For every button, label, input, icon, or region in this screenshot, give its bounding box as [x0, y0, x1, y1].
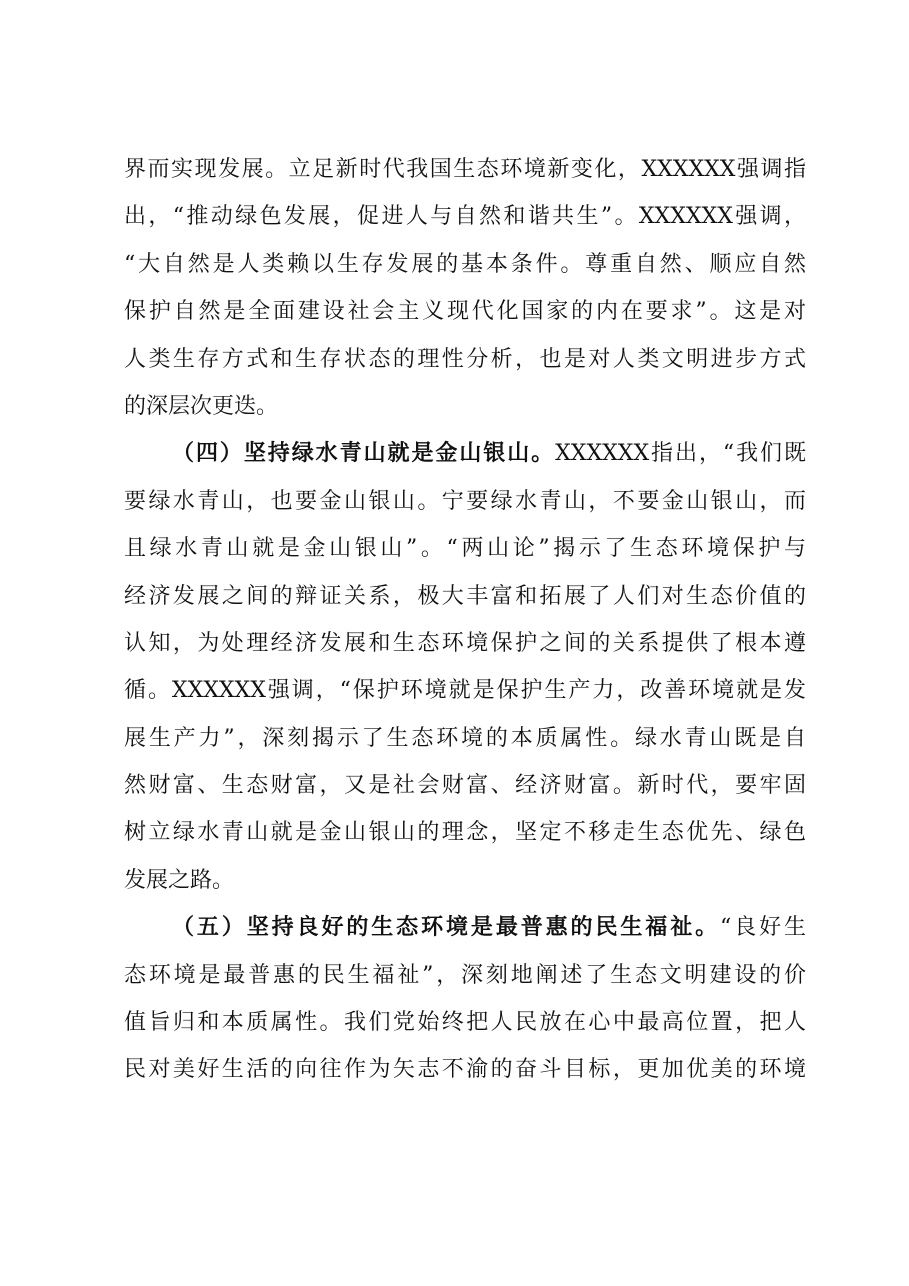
text-line: 民对美好生活的向往作为矢志不渝的奋斗目标，更加优美的环境 [124, 1057, 806, 1083]
text-line: 界而实现发展。立足新时代我国生态环境新变化，XXXXXX强调指 [124, 157, 806, 182]
text-line: 保护自然是全面建设社会主义现代化国家的内在要求”。这是对 [124, 299, 806, 325]
paragraph [124, 904, 806, 1094]
document-body [124, 146, 806, 1094]
text-line [124, 430, 806, 477]
text-line: 出，“推动绿色发展，促进人与自然和谐共生”。XXXXXX强调， [124, 204, 806, 230]
text-line: 展生产力”，深刻揭示了生态环境的本质属性。绿水青山既是自 [124, 725, 806, 751]
text-line [124, 904, 806, 951]
text-line: “大自然是人类赖以生存发展的基本条件。尊重自然、顺应自然 [124, 251, 806, 277]
text-line: 值旨归和本质属性。我们党始终把人民放在心中最高位置，把人 [124, 1010, 806, 1036]
text-line: 发展之路。 [124, 867, 235, 893]
text-line: 且绿水青山就是金山银山”。“两山论”揭示了生态环境保护与 [124, 536, 806, 562]
paragraph [124, 430, 806, 904]
text-line: 然财富、生态财富，又是社会财富、经济财富。新时代，要牢固 [124, 773, 806, 799]
text-line: 要绿水青山，也要金山银山。宁要绿水青山，不要金山银山，而 [124, 488, 806, 514]
text-run: “良好生 [720, 915, 806, 941]
text-run: XXXXXX指出，“我们既 [555, 441, 806, 467]
text-line: 的深层次更迭。 [124, 393, 279, 419]
text-line: 循。XXXXXX强调，“保护环境就是保护生产力，改善环境就是发 [124, 678, 806, 704]
paragraph [124, 146, 806, 430]
text-line: 树立绿水青山就是金山银山的理念，坚定不移走生态优先、绿色 [124, 820, 806, 846]
section-heading: （五）坚持良好的生态环境是最普惠的民生福祉。 [172, 914, 721, 941]
text-line: 态环境是最普惠的民生福祉”，深刻地阐述了生态文明建设的价 [124, 962, 806, 988]
text-line: 认知，为处理经济发展和生态环境保护之间的关系提供了根本遵 [124, 630, 806, 656]
text-line: 人类生存方式和生存状态的理性分析，也是对人类文明进步方式 [124, 346, 806, 372]
section-heading: （四）坚持绿水青山就是金山银山。 [172, 440, 556, 467]
text-line: 经济发展之间的辩证关系，极大丰富和拓展了人们对生态价值的 [124, 583, 806, 609]
